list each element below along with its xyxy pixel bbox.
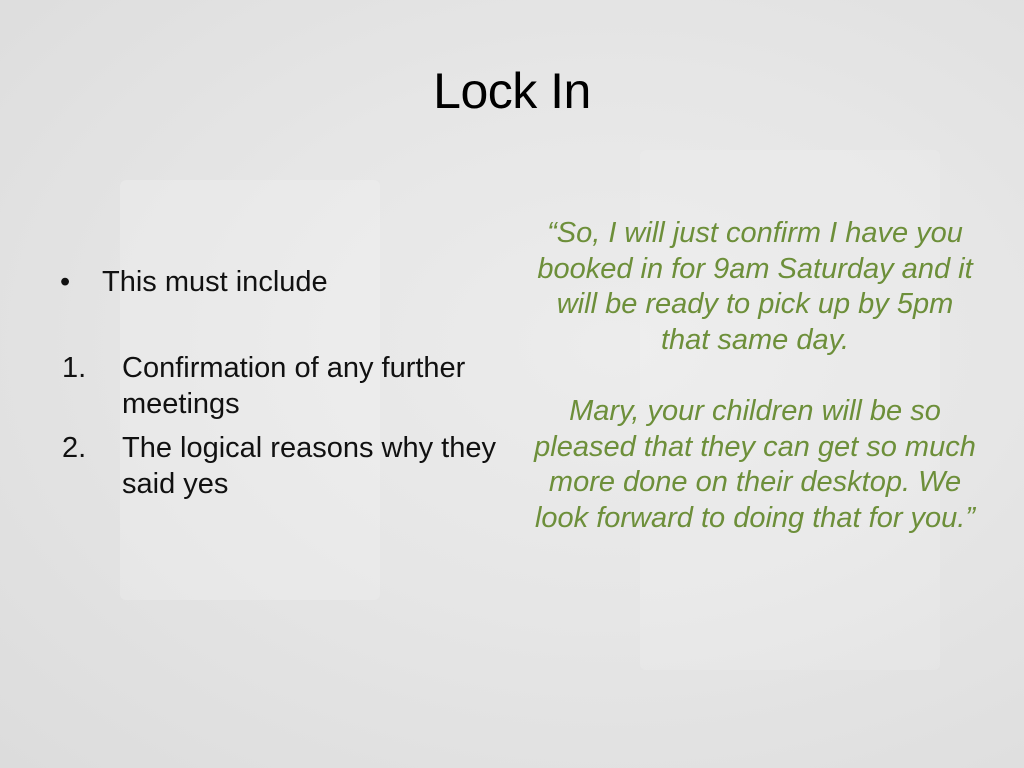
- content-left: [58, 264, 508, 510]
- quote-block: [530, 216, 980, 536]
- list-item-number: 2.: [62, 432, 87, 464]
- quote-paragraph: Mary, your children will be so pleased that they can get so much more done on their desktop. We look forward to doing that for you.”: [534, 395, 976, 534]
- bullet-marker: •: [60, 266, 71, 298]
- bullet-text: This must include: [102, 266, 328, 298]
- slide-title: Lock In: [433, 63, 591, 119]
- numbered-list: [58, 350, 508, 502]
- list-item: [58, 430, 508, 502]
- quote-paragraph: “So, I will just confirm I have you booked in for 9am Saturday and it will be ready to pick up by 5pm that same day.: [537, 217, 973, 356]
- list-item-text: Confirmation of any further meetings: [122, 352, 466, 420]
- bullet-item: [58, 264, 508, 300]
- list-item-number: 1.: [62, 352, 87, 384]
- list-item-text: The logical reasons why they said yes: [122, 432, 496, 500]
- list-item: [58, 350, 508, 422]
